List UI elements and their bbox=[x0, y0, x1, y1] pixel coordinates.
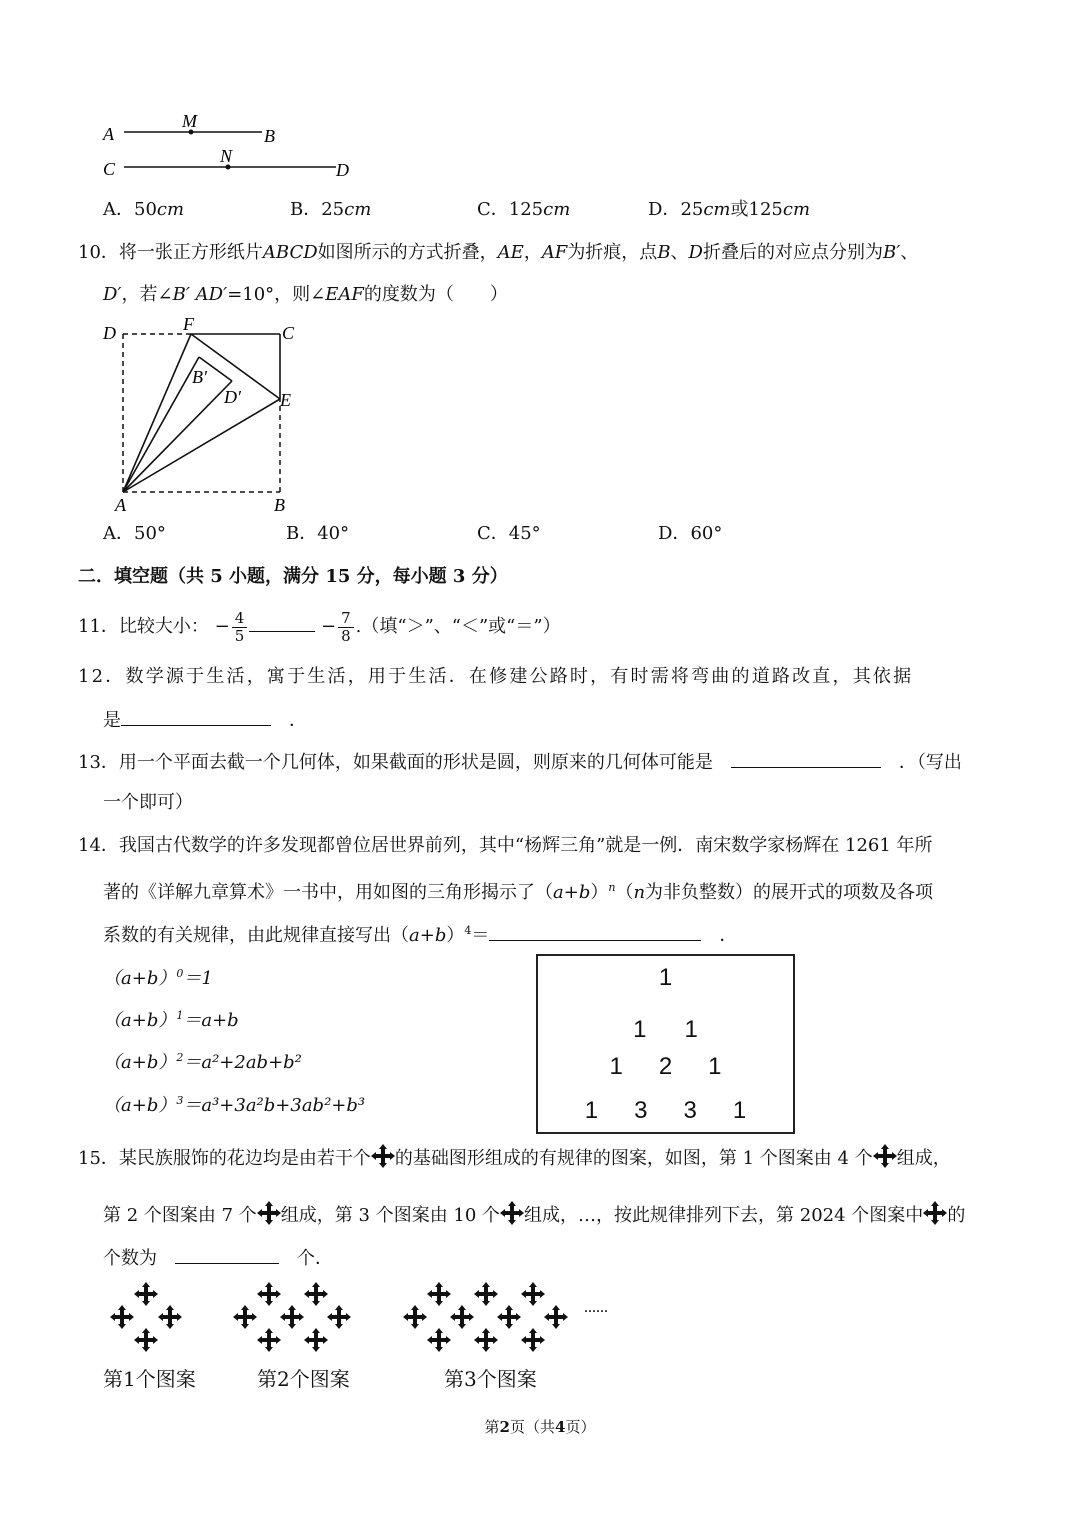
segment-adp bbox=[123, 357, 199, 492]
cross-icon bbox=[544, 1305, 568, 1329]
exponent: n bbox=[608, 881, 616, 894]
option-key: C． bbox=[477, 523, 509, 544]
label-n: N bbox=[220, 146, 233, 166]
section-title: 二．填空题（共 5 小题，满分 15 分，每小题 3 分） bbox=[78, 566, 508, 587]
eq-power-1 bbox=[103, 1004, 239, 1033]
text: ． bbox=[289, 710, 307, 731]
text: ABCD bbox=[262, 242, 318, 263]
question-number: 10． bbox=[78, 242, 119, 263]
option-key: A． bbox=[103, 199, 134, 220]
cross-icon bbox=[134, 1282, 158, 1306]
minus-sign: − bbox=[214, 616, 230, 637]
q10-option-b bbox=[286, 522, 349, 546]
pattern-3 bbox=[403, 1282, 568, 1352]
cross-icon bbox=[500, 1201, 524, 1225]
q12-line-2 bbox=[103, 707, 307, 733]
q9-option-b bbox=[290, 198, 371, 222]
cross-icon bbox=[233, 1305, 257, 1329]
q14-line-3 bbox=[103, 919, 737, 948]
page-number: 2 bbox=[499, 1418, 510, 1436]
question-number: 11． bbox=[78, 616, 119, 637]
text: ，若∠ bbox=[121, 284, 173, 305]
pattern-2 bbox=[233, 1282, 351, 1352]
text: ＝a+b bbox=[183, 1010, 239, 1031]
triangle-number: 1 bbox=[609, 1053, 623, 1080]
option-value2: 125 bbox=[748, 199, 783, 220]
cross-icon bbox=[450, 1305, 474, 1329]
q15-line-2 bbox=[103, 1201, 965, 1228]
cross-icon bbox=[474, 1328, 498, 1352]
q10-option-a bbox=[103, 522, 166, 546]
text: 比较大小： bbox=[118, 616, 209, 637]
text: D′ bbox=[103, 284, 122, 305]
text: （a+b） bbox=[103, 1052, 177, 1073]
triangle-row-2 bbox=[538, 1053, 793, 1081]
cross-icon bbox=[497, 1305, 521, 1329]
text: ＝a²+2ab+b² bbox=[183, 1052, 302, 1073]
text: B′ AD′ bbox=[172, 284, 228, 305]
text: ． bbox=[719, 925, 738, 946]
q9-option-c bbox=[477, 198, 570, 222]
eq-power-2 bbox=[103, 1046, 302, 1075]
option-value: 40° bbox=[317, 523, 350, 544]
q10-line-2 bbox=[103, 283, 508, 307]
text: 组成， bbox=[896, 1148, 951, 1169]
text: 如图所示的方式折叠， bbox=[317, 242, 498, 263]
text: （a+b） bbox=[103, 1010, 177, 1031]
q9-option-d bbox=[648, 198, 810, 222]
label-m: M bbox=[182, 111, 197, 131]
label-a: A bbox=[103, 124, 114, 144]
question-number: 13． bbox=[78, 752, 119, 773]
text: 数学源于生活，寓于生活，用于生活．在修建公路时，有时需将弯曲的道路改直，其依据 bbox=[125, 666, 914, 687]
option-key: A． bbox=[103, 523, 134, 544]
text: 第 2 个图案由 7 个 bbox=[103, 1205, 257, 1226]
label-e: E bbox=[280, 390, 291, 410]
option-value: 50 bbox=[134, 199, 157, 220]
cross-icon bbox=[427, 1328, 451, 1352]
exponent: 3 bbox=[176, 1094, 184, 1107]
text: ＝1 bbox=[183, 968, 213, 989]
label-d: D bbox=[103, 323, 116, 343]
text: .（填“＞”、“＜”或“＝”） bbox=[355, 616, 561, 637]
text: 的 bbox=[947, 1205, 966, 1226]
label-d-prime: D′ bbox=[224, 387, 241, 407]
cross-icon bbox=[158, 1305, 182, 1329]
text: 组成，…，按此规律排列下去，第 2024 个图案中 bbox=[524, 1205, 924, 1226]
label-c: C bbox=[103, 159, 116, 179]
q13-line-1 bbox=[78, 749, 962, 775]
q13-line-2: 一个即可） bbox=[103, 792, 193, 813]
text: =10°，则∠ bbox=[227, 284, 326, 305]
q10-line-1 bbox=[78, 241, 918, 265]
option-unit: cm bbox=[156, 199, 185, 220]
text: + bbox=[563, 882, 579, 903]
cross-icon bbox=[371, 1144, 395, 1168]
caption-pattern-1: 第1个图案 bbox=[103, 1367, 196, 1391]
text: （a+b） bbox=[103, 1095, 177, 1116]
text: ） bbox=[590, 882, 609, 903]
text: B′ bbox=[882, 242, 901, 263]
cross-icon bbox=[257, 1282, 281, 1306]
label-b-prime: B′ bbox=[192, 367, 207, 387]
q14-line-2 bbox=[103, 876, 933, 905]
numerator: 4 bbox=[232, 610, 248, 628]
text: B bbox=[657, 242, 671, 263]
cross-icon bbox=[474, 1282, 498, 1306]
page-footer bbox=[0, 1416, 1080, 1437]
triangle-number: 3 bbox=[683, 1097, 697, 1124]
text: 、 bbox=[900, 242, 919, 263]
exponent: 0 bbox=[176, 967, 184, 980]
cross-icon bbox=[427, 1282, 451, 1306]
ellipsis: ...... bbox=[584, 1299, 608, 1316]
text: 用一个平面去截一个几何体，如果截面的形状是圆，则原来的几何体可能是 bbox=[118, 752, 713, 773]
text: a+b bbox=[409, 925, 447, 946]
option-key: D． bbox=[658, 523, 691, 544]
text: 我国古代数学的许多发现都曾位居世界前列，其中“杨辉三角”就是一例．南宋数学家杨辉在 1261 年所 bbox=[118, 835, 933, 856]
text: ， bbox=[523, 242, 542, 263]
denominator: 5 bbox=[234, 626, 245, 645]
text: （a+b） bbox=[103, 968, 177, 989]
cross-icon bbox=[521, 1282, 545, 1306]
cross-icon bbox=[257, 1201, 281, 1225]
q15-line-1 bbox=[78, 1144, 951, 1171]
exponent: 4 bbox=[464, 924, 472, 937]
label-b: B bbox=[264, 126, 275, 146]
text: 的度数为（ ） bbox=[363, 284, 508, 305]
answer-blank[interactable] bbox=[175, 1245, 279, 1264]
text: EAF bbox=[325, 284, 364, 305]
caption-pattern-2: 第2个图案 bbox=[257, 1367, 350, 1391]
triangle-row-1 bbox=[538, 1016, 793, 1044]
text: ） bbox=[446, 925, 465, 946]
cross-icon bbox=[304, 1328, 328, 1352]
option-value: 25 bbox=[680, 199, 704, 220]
pattern-1 bbox=[110, 1282, 182, 1352]
fraction-7-8 bbox=[338, 610, 354, 645]
caption-pattern-3: 第3个图案 bbox=[444, 1367, 537, 1391]
answer-blank[interactable] bbox=[489, 922, 701, 941]
q15-line-3 bbox=[103, 1245, 333, 1271]
minus-sign: − bbox=[321, 616, 337, 637]
cross-icon bbox=[110, 1305, 134, 1329]
page-total: 4 bbox=[555, 1418, 566, 1436]
label-d: D bbox=[336, 160, 349, 180]
text: 页（共 bbox=[509, 1418, 555, 1436]
cross-icon bbox=[923, 1201, 947, 1225]
text: a bbox=[553, 882, 564, 903]
text: 著的《详解九章算术》一书中，用如图的三角形揭示了（ bbox=[103, 882, 553, 903]
text: 折叠后的对应点分别为 bbox=[702, 242, 883, 263]
q9-segment-figure bbox=[96, 108, 366, 184]
text: 个． bbox=[297, 1248, 333, 1269]
text: 、 bbox=[670, 242, 689, 263]
option-value: 60° bbox=[690, 523, 723, 544]
option-value: 25 bbox=[321, 199, 345, 220]
option-unit: cm bbox=[543, 199, 571, 220]
option-unit: cm bbox=[703, 199, 731, 220]
text: 是 bbox=[103, 710, 121, 731]
q10-fold-figure bbox=[96, 312, 316, 520]
text: 系数的有关规律，由此规律直接写出（ bbox=[103, 925, 409, 946]
triangle-number: 1 bbox=[732, 1097, 747, 1124]
option-unit: cm bbox=[344, 199, 372, 220]
answer-blank[interactable] bbox=[249, 613, 315, 632]
q10-option-c bbox=[477, 522, 541, 546]
question-number: 12． bbox=[78, 666, 126, 687]
text: D bbox=[688, 242, 703, 263]
answer-blank[interactable] bbox=[121, 707, 271, 726]
text: b bbox=[578, 882, 591, 903]
fraction-4-5 bbox=[232, 610, 248, 645]
option-value: 45° bbox=[508, 523, 541, 544]
option-key: B． bbox=[290, 199, 322, 220]
triangle-number: 2 bbox=[658, 1053, 673, 1080]
denominator: 8 bbox=[341, 626, 351, 645]
exponent: 1 bbox=[176, 1009, 184, 1022]
answer-blank[interactable] bbox=[731, 749, 881, 768]
numerator: 7 bbox=[338, 610, 354, 628]
triangle-number: 3 bbox=[634, 1097, 648, 1124]
cross-icon bbox=[327, 1305, 351, 1329]
q14-line-1 bbox=[78, 834, 933, 858]
cross-icon bbox=[521, 1328, 545, 1352]
q11 bbox=[78, 605, 561, 649]
option-unit2: cm bbox=[782, 199, 811, 220]
text: ．（写出 bbox=[898, 752, 962, 773]
eq-power-3 bbox=[103, 1089, 365, 1118]
triangle-number: 1 bbox=[658, 964, 673, 991]
text: 为非负整数）的展开式的项数及各项 bbox=[645, 882, 934, 903]
fold-af bbox=[123, 334, 191, 492]
text: 页） bbox=[565, 1418, 596, 1436]
label-c: C bbox=[282, 323, 295, 343]
text: ＝ bbox=[471, 925, 490, 946]
option-value: 50° bbox=[134, 523, 166, 544]
option-value: 125 bbox=[508, 199, 544, 220]
q15-patterns bbox=[100, 1278, 640, 1358]
option-key: D． bbox=[648, 199, 681, 220]
text: （ bbox=[615, 882, 634, 903]
text: 某民族服饰的花边均是由若干个 bbox=[118, 1148, 371, 1169]
text: ＝a³+3a²b+3ab²+b³ bbox=[183, 1095, 366, 1116]
cross-icon bbox=[403, 1305, 427, 1329]
text: 将一张正方形纸片 bbox=[118, 242, 263, 263]
text: 第 bbox=[484, 1418, 500, 1436]
text: AE bbox=[497, 242, 524, 263]
eq-power-0 bbox=[103, 962, 213, 991]
question-number: 14． bbox=[78, 835, 119, 856]
label-f: F bbox=[183, 314, 194, 334]
text: 为折痕，点 bbox=[567, 242, 658, 263]
label-a: A bbox=[115, 495, 126, 515]
q10-option-d bbox=[658, 522, 722, 546]
triangle-number: 1 bbox=[584, 1097, 599, 1124]
q9-option-a bbox=[103, 198, 184, 222]
triangle-number: 1 bbox=[684, 1016, 698, 1043]
option-or: 或 bbox=[730, 199, 749, 220]
option-key: C． bbox=[477, 199, 509, 220]
cross-icon bbox=[257, 1328, 281, 1352]
option-key: B． bbox=[286, 523, 318, 544]
triangle-row-0 bbox=[538, 964, 793, 992]
text: 组成，第 3 个图案由 10 个 bbox=[280, 1205, 501, 1226]
cross-icon bbox=[280, 1305, 304, 1329]
cross-icon bbox=[873, 1144, 897, 1168]
triangle-number: 1 bbox=[708, 1053, 722, 1080]
text: n bbox=[633, 882, 646, 903]
label-b: B bbox=[274, 495, 285, 515]
exponent: 2 bbox=[176, 1051, 184, 1064]
q12-line-1 bbox=[78, 665, 913, 689]
text: AF bbox=[541, 242, 568, 263]
yanghui-triangle-box bbox=[536, 954, 795, 1134]
question-number: 15． bbox=[78, 1148, 119, 1169]
text: 的基础图形组成的有规律的图案，如图，第 1 个图案由 4 个 bbox=[394, 1148, 873, 1169]
triangle-row-3 bbox=[538, 1097, 793, 1125]
cross-icon bbox=[134, 1328, 158, 1352]
triangle-number: 1 bbox=[633, 1016, 647, 1043]
text: 个数为 bbox=[103, 1248, 157, 1269]
cross-icon bbox=[304, 1282, 328, 1306]
